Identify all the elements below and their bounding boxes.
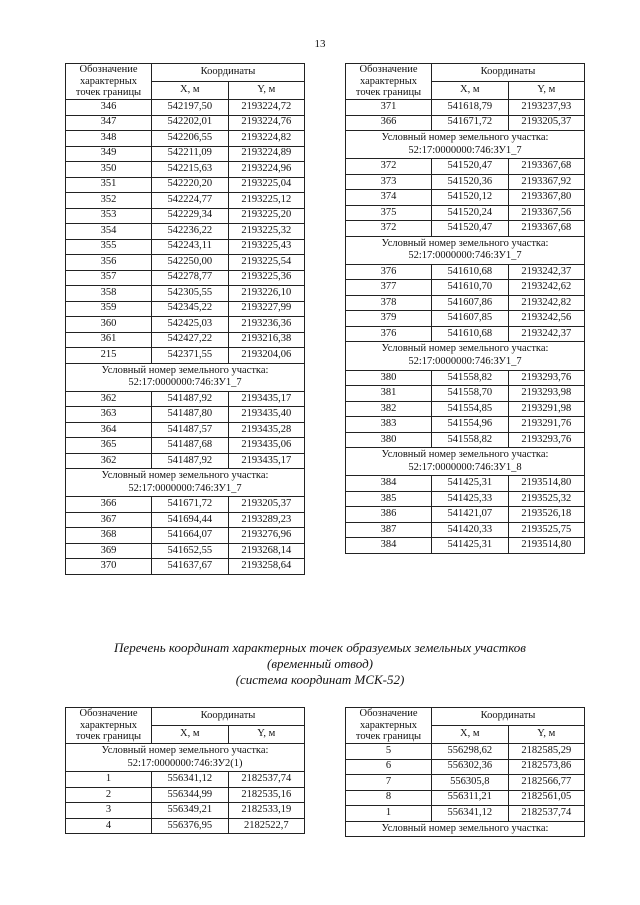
table-row (346, 311, 585, 327)
y-coordinate: 2182522,7 (228, 818, 305, 834)
table-row (66, 453, 305, 469)
y-coordinate: 2182535,16 (228, 787, 305, 803)
y-coordinate: 2193242,56 (508, 311, 585, 327)
x-coordinate: 541520,36 (432, 174, 508, 190)
y-coordinate: 2193268,14 (228, 543, 305, 559)
y-coordinate: 2193224,72 (228, 100, 305, 116)
y-header: Y, м (228, 82, 305, 100)
y-coordinate: 2193293,98 (508, 386, 585, 402)
parcel-number-label: Условный номер земельного участка: 52:17:0000000:746:ЗУ2(1) (66, 744, 305, 772)
point-number: 347 (66, 115, 152, 131)
table-row (66, 803, 305, 819)
x-coordinate: 541610,70 (432, 280, 508, 296)
section-title-line-3: (система координат МСК-52) (235, 672, 405, 687)
header-row (346, 64, 585, 82)
point-number: 372 (346, 221, 432, 237)
point-number: 2 (66, 787, 152, 803)
x-coordinate: 541671,72 (152, 497, 228, 513)
table-row (66, 559, 305, 575)
point-number: 360 (66, 317, 152, 333)
y-coordinate: 2193367,68 (508, 221, 585, 237)
table-row (66, 131, 305, 147)
x-coordinate: 542220,20 (152, 177, 228, 193)
parcel-number-label: Условный номер земельного участка: 52:17:0000000:746:ЗУ1_8 (346, 448, 585, 476)
x-coordinate: 541607,86 (432, 295, 508, 311)
y-coordinate: 2193225,32 (228, 224, 305, 240)
point-number: 358 (66, 286, 152, 302)
coordinates-header: Координаты (432, 64, 585, 82)
point-number: 356 (66, 255, 152, 271)
x-coordinate: 541520,47 (432, 159, 508, 175)
x-header: X, м (432, 726, 508, 744)
parcel-number-label: Условный номер земельного участка: 52:17:0000000:746:ЗУ1_7 (66, 363, 305, 391)
y-coordinate: 2193225,12 (228, 193, 305, 209)
x-coordinate: 542345,22 (152, 301, 228, 317)
x-coordinate: 542243,11 (152, 239, 228, 255)
table-row (346, 295, 585, 311)
table-row (346, 806, 585, 822)
x-coordinate: 541425,31 (432, 538, 508, 554)
y-coordinate: 2193526,18 (508, 507, 585, 523)
table-row (346, 432, 585, 448)
table-row (66, 348, 305, 364)
y-coordinate: 2193514,80 (508, 538, 585, 554)
x-coordinate: 541487,68 (152, 438, 228, 454)
y-coordinate: 2182561,05 (508, 790, 585, 806)
point-number: 365 (66, 438, 152, 454)
point-number: 350 (66, 162, 152, 178)
y-coordinate: 2193367,56 (508, 205, 585, 221)
x-coordinate: 541520,47 (432, 221, 508, 237)
x-coordinate: 542202,01 (152, 115, 228, 131)
point-number: 354 (66, 224, 152, 240)
y-coordinate: 2193225,36 (228, 270, 305, 286)
point-number: 6 (346, 759, 432, 775)
point-number: 366 (66, 497, 152, 513)
y-coordinate: 2193291,98 (508, 401, 585, 417)
point-number: 367 (66, 512, 152, 528)
table-row (346, 159, 585, 175)
point-number: 346 (66, 100, 152, 116)
y-coordinate: 2193242,37 (508, 264, 585, 280)
x-coordinate: 542425,03 (152, 317, 228, 333)
y-coordinate: 2193227,99 (228, 301, 305, 317)
table-row (346, 280, 585, 296)
y-coordinate: 2193276,96 (228, 528, 305, 544)
table-row (346, 522, 585, 538)
point-number: 215 (66, 348, 152, 364)
table-row (346, 417, 585, 433)
x-coordinate: 541610,68 (432, 264, 508, 280)
y-coordinate: 2193216,38 (228, 332, 305, 348)
table-row (66, 528, 305, 544)
point-number: 364 (66, 422, 152, 438)
x-coordinate: 542250,00 (152, 255, 228, 271)
parcel-number-label: Условный номер земельного участка: (346, 821, 585, 837)
header-row (66, 64, 305, 82)
table-row (346, 775, 585, 791)
parcel-group-row (346, 342, 585, 370)
point-number: 348 (66, 131, 152, 147)
parcel-group-row (346, 236, 585, 264)
table-row (66, 391, 305, 407)
x-coordinate: 556376,95 (152, 818, 228, 834)
y-coordinate: 2193289,23 (228, 512, 305, 528)
y-coordinate: 2193291,76 (508, 417, 585, 433)
table-row (66, 332, 305, 348)
x-coordinate: 541554,96 (432, 417, 508, 433)
parcel-group-row (346, 821, 585, 837)
x-coordinate: 542427,22 (152, 332, 228, 348)
table-row (66, 270, 305, 286)
table-row (66, 772, 305, 788)
point-number: 375 (346, 205, 432, 221)
y-coordinate: 2182573,86 (508, 759, 585, 775)
y-coordinate: 2193435,17 (228, 391, 305, 407)
point-number: 362 (66, 453, 152, 469)
point-number: 368 (66, 528, 152, 544)
table-row (346, 476, 585, 492)
point-number: 7 (346, 775, 432, 791)
point-number: 378 (346, 295, 432, 311)
table-row (66, 193, 305, 209)
point-number: 376 (346, 326, 432, 342)
table-row (346, 491, 585, 507)
y-coordinate: 2182533,19 (228, 803, 305, 819)
section-title (0, 640, 640, 688)
x-coordinate: 542197,50 (152, 100, 228, 116)
table-row (66, 286, 305, 302)
table-row (346, 370, 585, 386)
y-coordinate: 2193224,96 (228, 162, 305, 178)
y-coordinate: 2193258,64 (228, 559, 305, 575)
y-coordinate: 2182566,77 (508, 775, 585, 791)
parcel-group-row (66, 363, 305, 391)
table-row (346, 174, 585, 190)
table-row (346, 744, 585, 760)
y-coordinate: 2182537,74 (228, 772, 305, 788)
point-number: 1 (346, 806, 432, 822)
point-number: 359 (66, 301, 152, 317)
x-coordinate: 541487,80 (152, 407, 228, 423)
section-title-line-2: (временный отвод) (266, 656, 374, 671)
point-number: 370 (66, 559, 152, 575)
x-coordinate: 541425,31 (432, 476, 508, 492)
x-coordinate: 556341,12 (432, 806, 508, 822)
x-coordinate: 541637,67 (152, 559, 228, 575)
table-row (66, 224, 305, 240)
point-number: 369 (66, 543, 152, 559)
table-row (346, 115, 585, 131)
x-coordinate: 556302,36 (432, 759, 508, 775)
parcel-number-label: Условный номер земельного участка: 52:17:0000000:746:ЗУ1_7 (346, 342, 585, 370)
point-number: 385 (346, 491, 432, 507)
y-coordinate: 2193236,36 (228, 317, 305, 333)
table-row (66, 239, 305, 255)
y-coordinate: 2193367,68 (508, 159, 585, 175)
y-coordinate: 2193435,06 (228, 438, 305, 454)
table-row (66, 177, 305, 193)
point-number: 352 (66, 193, 152, 209)
table-row (66, 818, 305, 834)
y-header: Y, м (508, 82, 585, 100)
designation-header: Обозначение характерных точек границы (346, 64, 432, 100)
y-coordinate: 2193514,80 (508, 476, 585, 492)
table-row (346, 221, 585, 237)
table-row (346, 190, 585, 206)
table-row (66, 512, 305, 528)
y-coordinate: 2193293,76 (508, 370, 585, 386)
point-number: 353 (66, 208, 152, 224)
table-row (66, 438, 305, 454)
y-coordinate: 2193435,28 (228, 422, 305, 438)
point-number: 376 (346, 264, 432, 280)
y-coordinate: 2193225,20 (228, 208, 305, 224)
x-coordinate: 541558,82 (432, 370, 508, 386)
point-number: 362 (66, 391, 152, 407)
x-coordinate: 556349,21 (152, 803, 228, 819)
table-row (346, 326, 585, 342)
x-coordinate: 541520,24 (432, 205, 508, 221)
point-number: 363 (66, 407, 152, 423)
point-number: 382 (346, 401, 432, 417)
coordinates-header: Координаты (152, 64, 305, 82)
x-coordinate: 541421,07 (432, 507, 508, 523)
table-row (66, 301, 305, 317)
point-number: 1 (66, 772, 152, 788)
point-number: 351 (66, 177, 152, 193)
table-row (66, 497, 305, 513)
x-header: X, м (152, 726, 228, 744)
point-number: 380 (346, 370, 432, 386)
table-row (66, 407, 305, 423)
x-coordinate: 541554,85 (432, 401, 508, 417)
table-row (346, 386, 585, 402)
header-row (66, 708, 305, 726)
table-row (66, 317, 305, 333)
parcel-number-label: Условный номер земельного участка: 52:17:0000000:746:ЗУ1_7 (66, 469, 305, 497)
y-coordinate: 2193293,76 (508, 432, 585, 448)
table-row (346, 790, 585, 806)
y-coordinate: 2193224,76 (228, 115, 305, 131)
x-coordinate: 556298,62 (432, 744, 508, 760)
coordinates-header: Координаты (432, 708, 585, 726)
y-coordinate: 2193367,92 (508, 174, 585, 190)
x-coordinate: 541558,82 (432, 432, 508, 448)
x-coordinate: 542236,22 (152, 224, 228, 240)
y-coordinate: 2193205,37 (508, 115, 585, 131)
x-coordinate: 541607,85 (432, 311, 508, 327)
x-coordinate: 542278,77 (152, 270, 228, 286)
y-coordinate: 2193435,40 (228, 407, 305, 423)
x-coordinate: 556341,12 (152, 772, 228, 788)
point-number: 381 (346, 386, 432, 402)
x-coordinate: 542215,63 (152, 162, 228, 178)
designation-header: Обозначение характерных точек границы (66, 64, 152, 100)
table-row (346, 759, 585, 775)
parcel-group-row (346, 448, 585, 476)
table-row (66, 255, 305, 271)
table-row (66, 146, 305, 162)
point-number: 387 (346, 522, 432, 538)
designation-header: Обозначение характерных точек границы (66, 708, 152, 744)
point-number: 357 (66, 270, 152, 286)
y-coordinate: 2193224,82 (228, 131, 305, 147)
table-row (66, 422, 305, 438)
y-coordinate: 2193237,93 (508, 100, 585, 116)
y-coordinate: 2193205,37 (228, 497, 305, 513)
y-coordinate: 2193224,89 (228, 146, 305, 162)
table-row (346, 507, 585, 523)
point-number: 374 (346, 190, 432, 206)
y-coordinate: 2193525,75 (508, 522, 585, 538)
table-row (346, 401, 585, 417)
x-coordinate: 541487,57 (152, 422, 228, 438)
y-coordinate: 2193225,43 (228, 239, 305, 255)
x-coordinate: 542371,55 (152, 348, 228, 364)
parcel-number-label: Условный номер земельного участка: 52:17:0000000:746:ЗУ1_7 (346, 236, 585, 264)
table-row (346, 264, 585, 280)
y-coordinate: 2193242,62 (508, 280, 585, 296)
point-number: 349 (66, 146, 152, 162)
table-row (66, 162, 305, 178)
x-coordinate: 541610,68 (432, 326, 508, 342)
table-row (346, 538, 585, 554)
y-coordinate: 2193225,04 (228, 177, 305, 193)
x-header: X, м (152, 82, 228, 100)
y-coordinate: 2193226,10 (228, 286, 305, 302)
parcel-number-label: Условный номер земельного участка: 52:17:0000000:746:ЗУ1_7 (346, 131, 585, 159)
table-row (66, 100, 305, 116)
point-number: 8 (346, 790, 432, 806)
y-coordinate: 2193242,37 (508, 326, 585, 342)
y-coordinate: 2193204,06 (228, 348, 305, 364)
point-number: 372 (346, 159, 432, 175)
x-coordinate: 541558,70 (432, 386, 508, 402)
y-coordinate: 2182585,29 (508, 744, 585, 760)
point-number: 373 (346, 174, 432, 190)
coordinates-header: Координаты (152, 708, 305, 726)
point-number: 384 (346, 538, 432, 554)
y-coordinate: 2193225,54 (228, 255, 305, 271)
point-number: 383 (346, 417, 432, 433)
coordinates-table-bottom-right (345, 707, 585, 837)
x-coordinate: 542305,55 (152, 286, 228, 302)
x-header: X, м (432, 82, 508, 100)
point-number: 384 (346, 476, 432, 492)
x-coordinate: 541671,72 (432, 115, 508, 131)
x-coordinate: 541664,07 (152, 528, 228, 544)
point-number: 386 (346, 507, 432, 523)
point-number: 377 (346, 280, 432, 296)
coordinates-table-bottom-left (65, 707, 305, 834)
x-coordinate: 556311,21 (432, 790, 508, 806)
page-number: 13 (314, 38, 326, 50)
y-coordinate: 2193525,32 (508, 491, 585, 507)
table-row (66, 787, 305, 803)
x-coordinate: 541520,12 (432, 190, 508, 206)
x-coordinate: 542206,55 (152, 131, 228, 147)
point-number: 366 (346, 115, 432, 131)
designation-header: Обозначение характерных точек границы (346, 708, 432, 744)
x-coordinate: 541694,44 (152, 512, 228, 528)
x-coordinate: 556344,99 (152, 787, 228, 803)
table-row (66, 115, 305, 131)
parcel-group-row (346, 131, 585, 159)
x-coordinate: 542224,77 (152, 193, 228, 209)
table-row (66, 208, 305, 224)
header-row (346, 708, 585, 726)
point-number: 3 (66, 803, 152, 819)
x-coordinate: 541487,92 (152, 453, 228, 469)
section-title-line-1: Перечень координат характерных точек образуемых земельных участков (114, 640, 526, 655)
y-coordinate: 2182537,74 (508, 806, 585, 822)
point-number: 380 (346, 432, 432, 448)
point-number: 355 (66, 239, 152, 255)
point-number: 379 (346, 311, 432, 327)
table-row (66, 543, 305, 559)
x-coordinate: 542211,09 (152, 146, 228, 162)
x-coordinate: 541652,55 (152, 543, 228, 559)
coordinates-table-top-right (345, 63, 585, 554)
x-coordinate: 556305,8 (432, 775, 508, 791)
y-coordinate: 2193435,17 (228, 453, 305, 469)
point-number: 4 (66, 818, 152, 834)
point-number: 371 (346, 100, 432, 116)
y-coordinate: 2193367,80 (508, 190, 585, 206)
coordinates-table-top-left (65, 63, 305, 575)
point-number: 361 (66, 332, 152, 348)
parcel-group-row (66, 469, 305, 497)
x-coordinate: 542229,34 (152, 208, 228, 224)
table-row (346, 205, 585, 221)
y-header: Y, м (228, 726, 305, 744)
y-coordinate: 2193242,82 (508, 295, 585, 311)
y-header: Y, м (508, 726, 585, 744)
table-row (346, 100, 585, 116)
point-number: 5 (346, 744, 432, 760)
parcel-group-row (66, 744, 305, 772)
x-coordinate: 541618,79 (432, 100, 508, 116)
x-coordinate: 541420,33 (432, 522, 508, 538)
x-coordinate: 541425,33 (432, 491, 508, 507)
x-coordinate: 541487,92 (152, 391, 228, 407)
